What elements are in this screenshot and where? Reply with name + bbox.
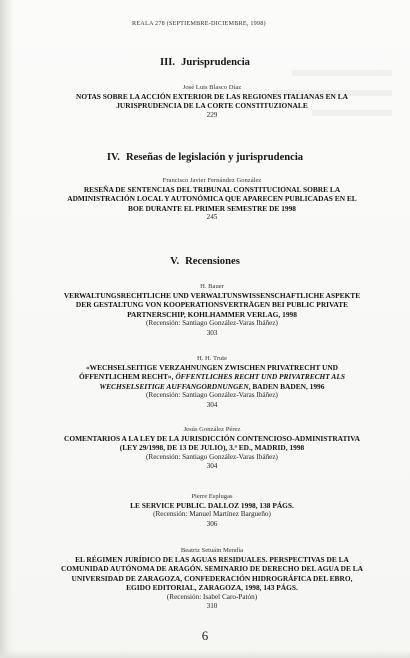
entry-title (44, 185, 380, 213)
entry-page: 310 (206, 602, 218, 611)
section-name: Recensiones (185, 256, 240, 267)
section-title-recensiones (0, 256, 410, 267)
page-number: 6 (201, 628, 209, 643)
section-number: V. (170, 256, 180, 267)
title-line: NOTAS SOBRE LA ACCIÓN EXTERIOR DE LAS REGIONES ITALIANAS EN LA (75, 92, 348, 101)
entry-page: 306 (206, 519, 218, 528)
title-line: JURISPRUDENCIA DE LA CORTE CONSTITUZIONALE (116, 101, 308, 111)
toc-entry (44, 83, 380, 120)
title-line: PARTNERSCHIP, KOHLHAMMER VERLAG, 1998 (127, 309, 297, 319)
title-line (44, 372, 380, 381)
title-line: DER GESTALTUNG VON KOOPERATIONSVERTRÄGEN BEI PUBLIC PRIVATE (75, 300, 349, 310)
entry-author: Jesús González Pérez (183, 426, 241, 433)
entry-page: 229 (206, 110, 218, 119)
entry-author: H. H. Trute (196, 355, 228, 362)
toc-entry (44, 492, 380, 529)
title-line: UNIVERSIDAD DE ZARAGOZA, CONFEDERACIÓN HIDROGRÁFICA DEL EBRO, (71, 573, 353, 583)
title-line: COMENTARIOS A LA LEY DE LA JURISDICCIÓN CONTENCIOSO-ADMINISTRATIVA (63, 434, 361, 443)
entry-page: 304 (206, 462, 218, 471)
entry-title (44, 363, 380, 391)
entry-title (44, 291, 380, 319)
toc-entry (44, 354, 380, 410)
title-line: COMUNIDAD AUTÓNOMA DE ARAGÓN. SEMINARIO DE DERECHO DEL AGUA DE LA (60, 564, 364, 574)
section-number: III. (160, 57, 176, 68)
section-name: Reseñas de legislación y jurisprudencia (125, 152, 304, 163)
entry-title (44, 92, 380, 111)
page-bottom-shadow (0, 650, 410, 658)
title-fragment: , BADEN BADEN, 1996 (248, 381, 325, 391)
entry-author: Beatriz Setuáin Mendía (180, 547, 244, 554)
section-title-resenas (0, 152, 410, 163)
entry-page: 245 (206, 213, 218, 222)
entry-page: 304 (206, 400, 218, 409)
section-name: Jurisprudencia (181, 57, 250, 68)
entry-author: H. Bauer (200, 283, 224, 290)
entry-recension: (Recensión: Isabel Caro-Patón) (166, 592, 258, 601)
title-line: «WECHSELSEITIGE VERZAHNUNGEN ZWISCHEN PRIVATRECHT UND (85, 363, 339, 372)
toc-entry (44, 176, 380, 223)
entry-author: José Luis Blasco Díaz (182, 84, 242, 91)
entry-title (44, 434, 380, 453)
entry-recension: (Recensión: Manuel Martínez Bargueño) (153, 510, 271, 519)
entry-page: 303 (206, 328, 218, 337)
title-line: EGIDO EDITORIAL, ZARAGOZA, 1998, 143 PÁGS. (126, 583, 298, 593)
toc-entry (44, 425, 380, 472)
title-fragment: ÖFFENTLICHEM RECHT», (79, 372, 174, 382)
toc-entry (44, 282, 380, 338)
toc-entry (44, 546, 380, 611)
entry-author: Pierre Esplugas (191, 493, 233, 500)
title-line (44, 382, 380, 391)
page-edge-shadow (0, 0, 14, 658)
title-fragment-italic: ÖFFENTLICHES RECHT UND PRIVATRECHT ALS (173, 372, 345, 382)
title-line: (LEY 29/1998, DE 13 DE JULIO), 3.ª ED., MADRID, 1998 (119, 443, 305, 453)
entry-author: Francisco Javier Fernández González (162, 177, 262, 184)
running-header: REALA 278 (SEPTIEMBRE-DICIEMBRE, 1998) (132, 20, 266, 27)
entry-title (44, 501, 380, 510)
entry-recension: (Recensión: Santiago González-Varas Ibáñez) (146, 452, 278, 461)
title-fragment-italic: WECHSELSEITIGE AUFFANGORDNUNGEN (99, 381, 249, 391)
title-line: LE SERVICE PUBLIC. DALLOZ 1998, 138 PÁGS. (130, 501, 294, 510)
section-title-jurisprudencia (0, 57, 410, 68)
title-line: BOE DURANTE EL PRIMER SEMESTRE DE 1998 (128, 203, 296, 213)
entry-title (44, 555, 380, 593)
entry-recension: (Recensión: Santiago González-Varas Ibáñez) (146, 391, 278, 400)
section-number: IV. (106, 152, 120, 163)
title-line: RESEÑA DE SENTENCIAS DEL TRIBUNAL CONSTITUCIONAL SOBRE LA (83, 185, 341, 194)
title-line: VERWALTUNGSRECHTLICHE UND VERWALTUNSWISSENSCHAFTLICHE ASPEKTE (63, 291, 361, 300)
title-line: EL RÉGIMEN JURÍDICO DE LAS AGUAS RESIDUALES. PERSPECTIVAS DE LA (75, 555, 349, 564)
entry-recension: (Recensión: Santiago González-Varas Ibáñez) (146, 319, 278, 328)
title-line: ADMINISTRACIÓN LOCAL Y AUTONÓMICA QUE APARECEN PUBLICADAS EN EL (67, 194, 357, 204)
